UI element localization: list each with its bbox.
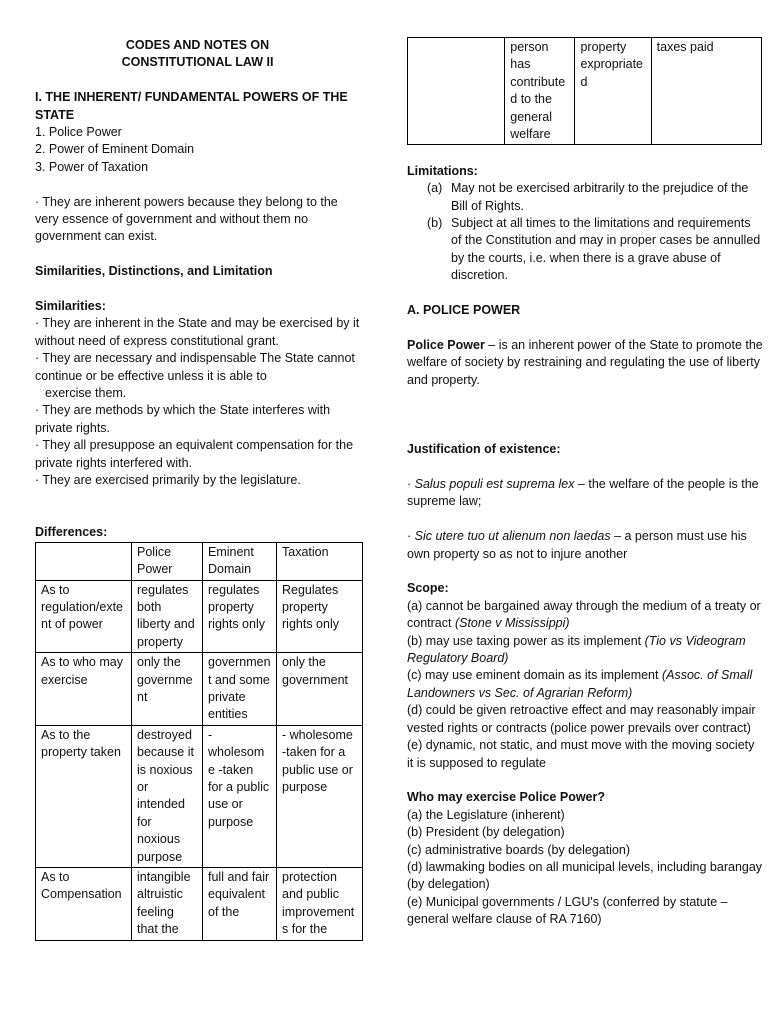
table-header-cell: Taxation [277,542,363,580]
sim-dist-heading: Similarities, Distinctions, and Limitation [35,264,273,279]
table-cell: property expropriated [575,38,651,145]
case-citation: (Assoc. of Small Landowners vs Sec. of Agrarian Reform) [407,668,753,700]
table-cell: - wholesome -taken for a public use or purpose [277,725,363,867]
power-item: 3. Power of Taxation [35,159,149,174]
who-heading: Who may exercise Police Power? [407,790,605,805]
table-cell: regulates both liberty and property [132,580,203,653]
case-citation: (Tio vs Videogram Regulatory Board) [407,633,746,666]
police-power-definition [407,337,763,389]
power-item: 2. Power of Eminent Domain [35,142,195,157]
table-cell: destroyed because it is noxious or intended for noxious purpose [132,725,203,867]
limitations-heading: Limitations: [407,163,478,178]
table-cell: only the government [132,653,203,726]
limitation-item [407,180,763,215]
table-cell: taxes paid [651,38,761,145]
table-cell: full and fair equivalent of the [203,868,277,941]
right-column [407,37,763,929]
table-cell: government and some private entities [203,653,277,726]
table-header-cell: Eminent Domain [203,542,277,580]
limitation-marker: (a) [427,181,443,196]
power-item: 1. Police Power [35,125,122,140]
doc-title-line2: CONSTITUTIONAL LAW II [121,55,274,70]
who-item: (b) President (by delegation) [407,825,565,840]
table-header-cell: Police Power [132,542,203,580]
justification-item [407,528,763,563]
maxim-meaning: – the welfare of the people is the supreme law; [407,477,759,509]
inherent-note: · They are inherent powers because they belong to the very essence of government and without them no government can exist. [35,194,338,244]
limitation-marker: (b) [427,216,443,231]
scope-text: (b) may use taxing power as its implement [407,633,645,648]
who-item: (e) Municipal governments / LGU's (conferred by statute – general welfare clause of RA 7160) [407,894,728,927]
similarities-heading: Similarities: [35,299,106,314]
who-item: (d) lawmaking bodies on all municipal levels, including barangay (by delegation) [407,859,763,892]
table-cell: As to who may exercise [36,653,132,726]
definition-text: – is an inherent power of the State to promote the welfare of society by restraining and regulating the use of liberty and property. [407,337,763,387]
latin-maxim: Sic utere tuo ut alienum non laedas [414,529,611,544]
differences-table [35,542,363,941]
latin-maxim: Salus populi est suprema lex [414,477,575,492]
left-column [35,37,360,941]
justification-item [407,476,763,511]
section-heading: I. THE INHERENT/ FUNDAMENTAL POWERS OF THE STATE [35,90,348,122]
scope-item [407,598,763,633]
scope-text: (e) dynamic, not static, and must move with the moving society it is supposed to regulate [407,738,755,770]
scope-item [407,667,763,702]
table-cell: intangible altruistic feeling that the [132,868,203,941]
limitation-text: Subject at all times to the limitations and requirements of the Constitution and may in proper cases be annulled by the courts, i.e. when there is a grave abuse of discretion. [451,216,761,283]
table-cell: - wholesome -taken for a public use or purpose [203,725,277,867]
similarity-item: · They are methods by which the State interferes with private rights. [35,403,331,435]
similarity-item: · They all presuppose an equivalent compensation for the private rights interfered with. [35,438,354,470]
scope-heading: Scope: [407,581,449,596]
similarity-item: · They are exercised primarily by the legislature. [35,473,301,488]
table-header-row [36,542,363,580]
similarity-item: · They are inherent in the State and may be exercised by it without need of express constitutional grant. [35,316,360,348]
table-cell [408,38,505,145]
who-item: (c) administrative boards (by delegation) [407,842,631,857]
police-power-heading: A. POLICE POWER [407,303,521,318]
table-row [36,653,363,726]
table-cell: As to Compensation [36,868,132,941]
scope-item [407,737,763,772]
table-row [36,725,363,867]
table-cell: regulates property rights only [203,580,277,653]
who-item: (a) the Legislature (inherent) [407,807,565,822]
scope-text: (d) could be given retroactive effect and may reasonably impair vested rights or contracts (police power prevails over contract) [407,703,756,735]
table-row [408,38,762,145]
case-citation: (Stone v Mississippi) [454,616,570,631]
table-cell: protection and public improvements for the [277,868,363,941]
differences-heading: Differences: [35,525,108,540]
differences-table-continued [407,37,762,145]
table-cell: Regulates property rights only [277,580,363,653]
table-cell: person has contributed to the general welfare [505,38,575,145]
limitation-text: May not be exercised arbitrarily to the prejudice of the Bill of Rights. [451,181,749,213]
table-row [36,580,363,653]
bullet: · [407,529,415,544]
table-cell: As to regulation/extent of power [36,580,132,653]
table-header-cell [36,542,132,580]
similarity-item: exercise them. [45,386,127,401]
table-row [36,868,363,941]
table-cell: As to the property taken [36,725,132,867]
similarity-item: · They are necessary and indispensable The State cannot continue or be effective unless it is able to [35,351,355,383]
table-cell: only the government [277,653,363,726]
scope-item [407,633,763,668]
justification-heading: Justification of existence: [407,442,561,457]
maxim-meaning: – a person must use his own property so as not to injure another [407,529,747,561]
bullet: · [407,477,415,492]
limitation-item [407,215,763,285]
scope-text: (a) cannot be bargained away through the medium of a treaty or contract [407,598,761,631]
definition-term: Police Power [407,337,485,352]
scope-item [407,702,763,737]
doc-title-line1: CODES AND NOTES ON [125,38,270,52]
scope-text: (c) may use eminent domain as its implement [407,668,662,683]
